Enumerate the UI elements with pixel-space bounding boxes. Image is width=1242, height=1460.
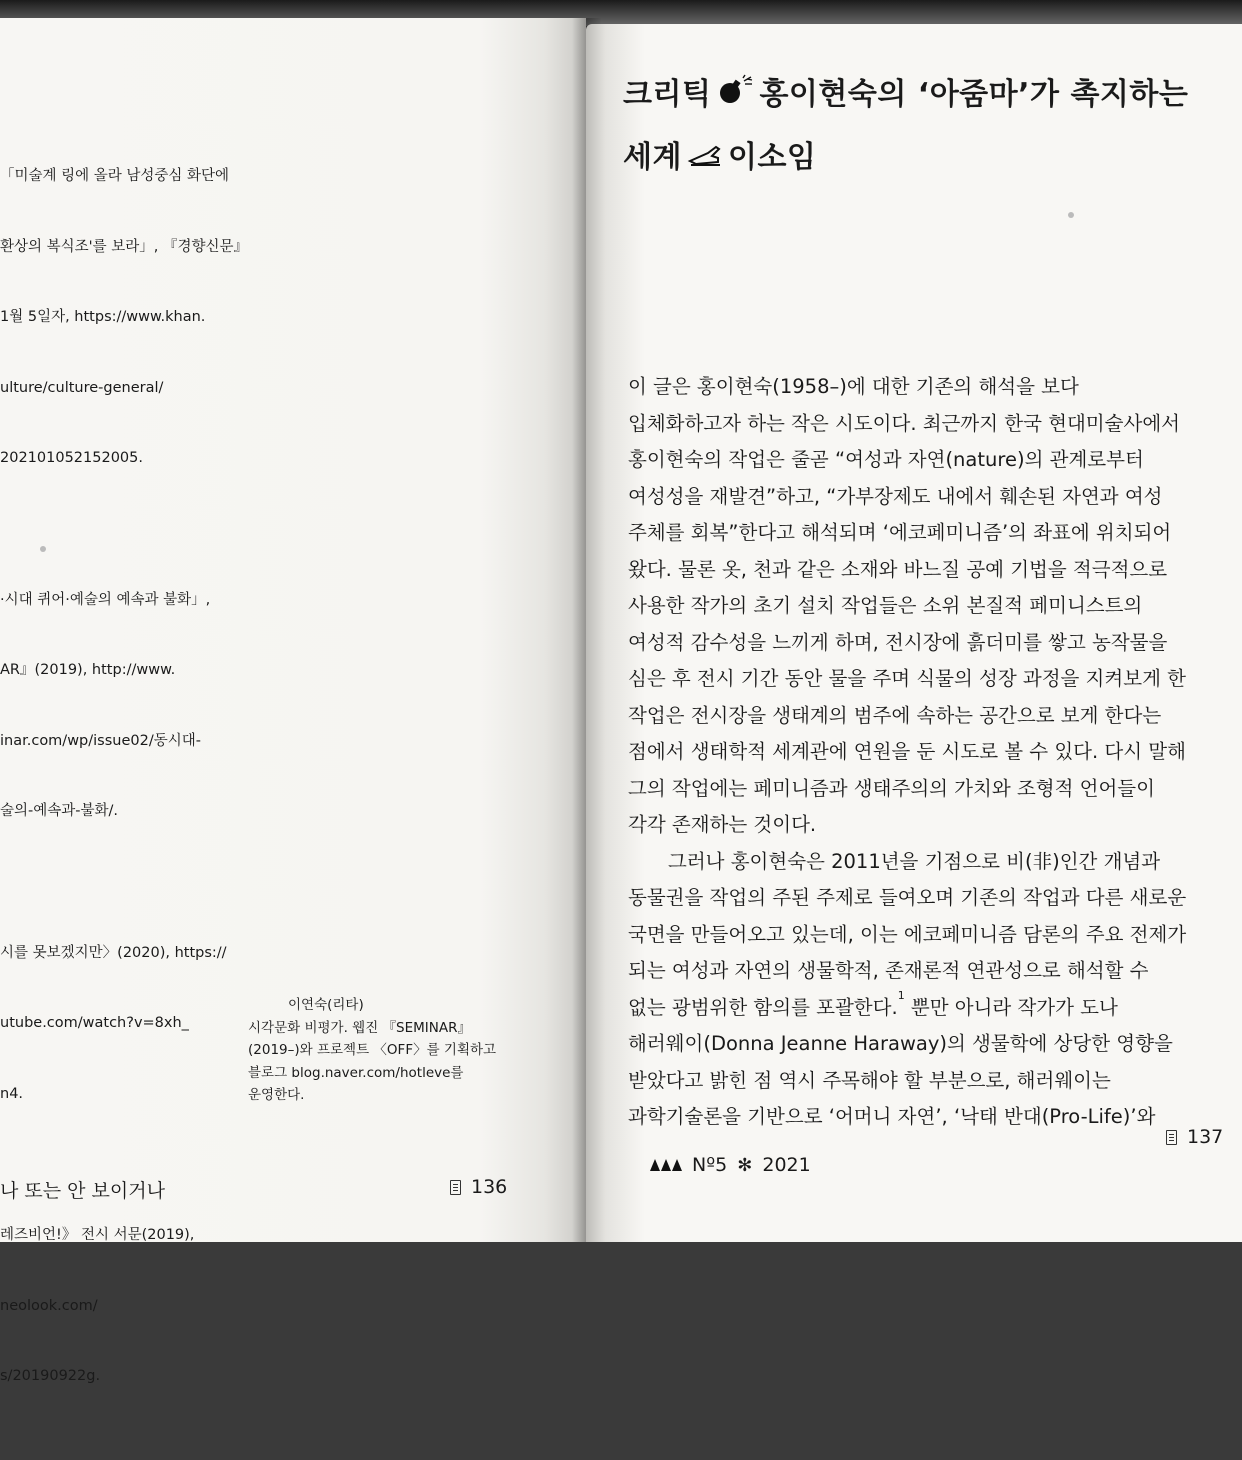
author-name: 이소임 — [727, 139, 817, 175]
body-line: 받았다고 밝힌 점 역시 주목해야 할 부분으로, 해러웨이는 — [628, 1068, 1111, 1092]
body-line: 작업은 전시장을 생태계의 범주에 속하는 공간으로 보게 한다는 — [628, 703, 1162, 727]
left-page — [0, 18, 586, 1384]
footnote-marker[interactable]: 1 — [897, 988, 905, 1002]
body-line: 국면을 만들어오고 있는데, 이는 에코페미니즘 담론의 주요 전제가 — [628, 922, 1187, 946]
body-line: 점에서 생태학적 세계관에 연원을 둔 시도로 볼 수 있다. 다시 말해 — [628, 740, 1186, 763]
bio-line: 시각문화 비평가. 웹진 『SEMINAR』 — [248, 1019, 471, 1036]
article-body — [628, 369, 1238, 1136]
body-line: 여성적 감수성을 느끼게 하며, 전시장에 흙더미를 쌓고 농작물을 — [628, 630, 1168, 654]
bio-name: 이연숙(리타) — [288, 997, 364, 1013]
reference-item — [0, 1177, 250, 1436]
reference-list — [0, 118, 250, 1460]
page-number-right — [1166, 1126, 1223, 1148]
body-line: 왔다. 물론 옷, 천과 같은 소재와 바느질 공예 기법을 적극적으로 — [628, 557, 1168, 581]
issue-year: 2021 — [762, 1154, 811, 1176]
reference-line: inar.com/wp/issue02/동시대- — [0, 732, 201, 749]
running-footer-title: 나 또는 안 보이거나 — [0, 1180, 165, 1202]
body-line: 사용한 작가의 초기 설치 작업들은 소위 본질적 페미니스트의 — [628, 594, 1143, 617]
section-label: 크리틱 — [623, 77, 712, 112]
reference-line: neolook.com/ — [0, 1297, 98, 1314]
bio-line: 운영한다. — [248, 1087, 305, 1103]
issue-number: Nº5 — [692, 1154, 728, 1176]
body-line: 그의 작업에는 페미니즘과 생태주의의 가치와 조형적 언어들이 — [628, 776, 1155, 800]
reference-line: 환상의 복식조'를 보라」, 『경향신문』 — [0, 238, 249, 255]
body-text: 없는 광범위한 함의를 포괄한다. — [628, 995, 898, 1019]
body-line: 주체를 회복”한다고 해석되며 ‘에코페미니즘’의 좌표에 위치되어 — [628, 521, 1172, 544]
body-line: 여성성을 재발견”하고, “가부장제도 내에서 훼손된 자연과 여성 — [628, 484, 1163, 508]
reference-item — [0, 542, 250, 871]
reference-item — [0, 895, 250, 1154]
right-page — [586, 24, 1242, 1242]
page-number-text: 137 — [1187, 1126, 1224, 1148]
article-title — [623, 64, 1233, 189]
page-number-left — [450, 1176, 507, 1198]
reference-line: 1월 5일자, https://www.khan. — [0, 309, 206, 325]
document-icon — [1166, 1130, 1177, 1145]
reference-line: ulture/culture-general/ — [0, 379, 164, 396]
writing-hand-icon — [688, 127, 722, 189]
title-text-2: 세계 — [623, 139, 682, 175]
running-footer — [650, 1154, 811, 1176]
body-line: 이 글은 홍이현숙(1958–)에 대한 기존의 해석을 보다 — [628, 375, 1079, 398]
body-line: 각각 존재하는 것이다. — [628, 813, 817, 836]
author-bio — [248, 994, 538, 1107]
bomb-icon — [717, 65, 753, 127]
reference-line: 시를 못보겠지만〉(2020), https:// — [0, 944, 227, 961]
paper-speck — [40, 546, 46, 552]
body-line: 심은 후 전시 기간 동안 물을 주며 식물의 성장 과정을 지켜보게 한 — [628, 667, 1186, 690]
reference-line: s/20190922g. — [0, 1368, 101, 1384]
body-line: 입체화하고자 하는 작은 시도이다. 최근까지 한국 현대미술사에서 — [628, 411, 1180, 435]
body-line: 해러웨이(Donna Jeanne Haraway)의 생물학에 상당한 영향을 — [628, 1032, 1173, 1055]
body-line: 되는 여성과 자연의 생물학적, 존재론적 연관성으로 해석할 수 — [628, 959, 1149, 982]
reference-line: 202101052152005. — [0, 450, 143, 466]
mountains-logo-icon — [650, 1159, 682, 1171]
body-line-with-footnote — [628, 990, 1238, 1027]
title-text: 홍이현숙의 ‘아줌마’가 촉지하는 — [759, 77, 1189, 112]
paper-speck — [1068, 212, 1074, 218]
bio-line: (2019–)와 프로젝트 〈OFF〉를 기획하고 — [248, 1042, 497, 1058]
asterisk-icon: ✻ — [737, 1154, 753, 1176]
page-number-text: 136 — [471, 1176, 508, 1198]
reference-line: 「미술계 링에 올라 남성중심 화단에 — [0, 168, 230, 184]
reference-line: 술의-예속과-불화/. — [0, 803, 119, 819]
title-line-1 — [623, 64, 1233, 127]
bio-line: 블로그 blog.naver.com/hotleve를 — [248, 1064, 464, 1081]
body-line: 과학기술론을 기반으로 ‘어머니 자연’, ‘낙태 반대(Pro-Life)’와 — [628, 1105, 1156, 1128]
body-line: 동물권을 작업의 주된 주제로 들여오며 기존의 작업과 다른 새로운 — [628, 886, 1187, 909]
body-text: 뿐만 아니라 작가가 도나 — [904, 995, 1118, 1019]
reference-line: utube.com/watch?v=8xh_ — [0, 1015, 189, 1031]
title-line-2 — [623, 127, 1233, 190]
document-icon — [450, 1180, 461, 1195]
body-line: 그러나 홍이현숙은 2011년을 기점으로 비(非)인간 개념과 — [668, 849, 1161, 873]
reference-item — [0, 118, 250, 518]
reference-line: n4. — [0, 1085, 24, 1102]
reference-line: AR』(2019), http://www. — [0, 662, 176, 678]
reference-line: ·시대 퀴어·예술의 예속과 불화」, — [0, 591, 211, 608]
body-line: 홍이현숙의 작업은 줄곧 “여성과 자연(nature)의 관계로부터 — [628, 448, 1144, 471]
reference-line: 레즈비언!》 전시 서문(2019), — [0, 1227, 195, 1243]
